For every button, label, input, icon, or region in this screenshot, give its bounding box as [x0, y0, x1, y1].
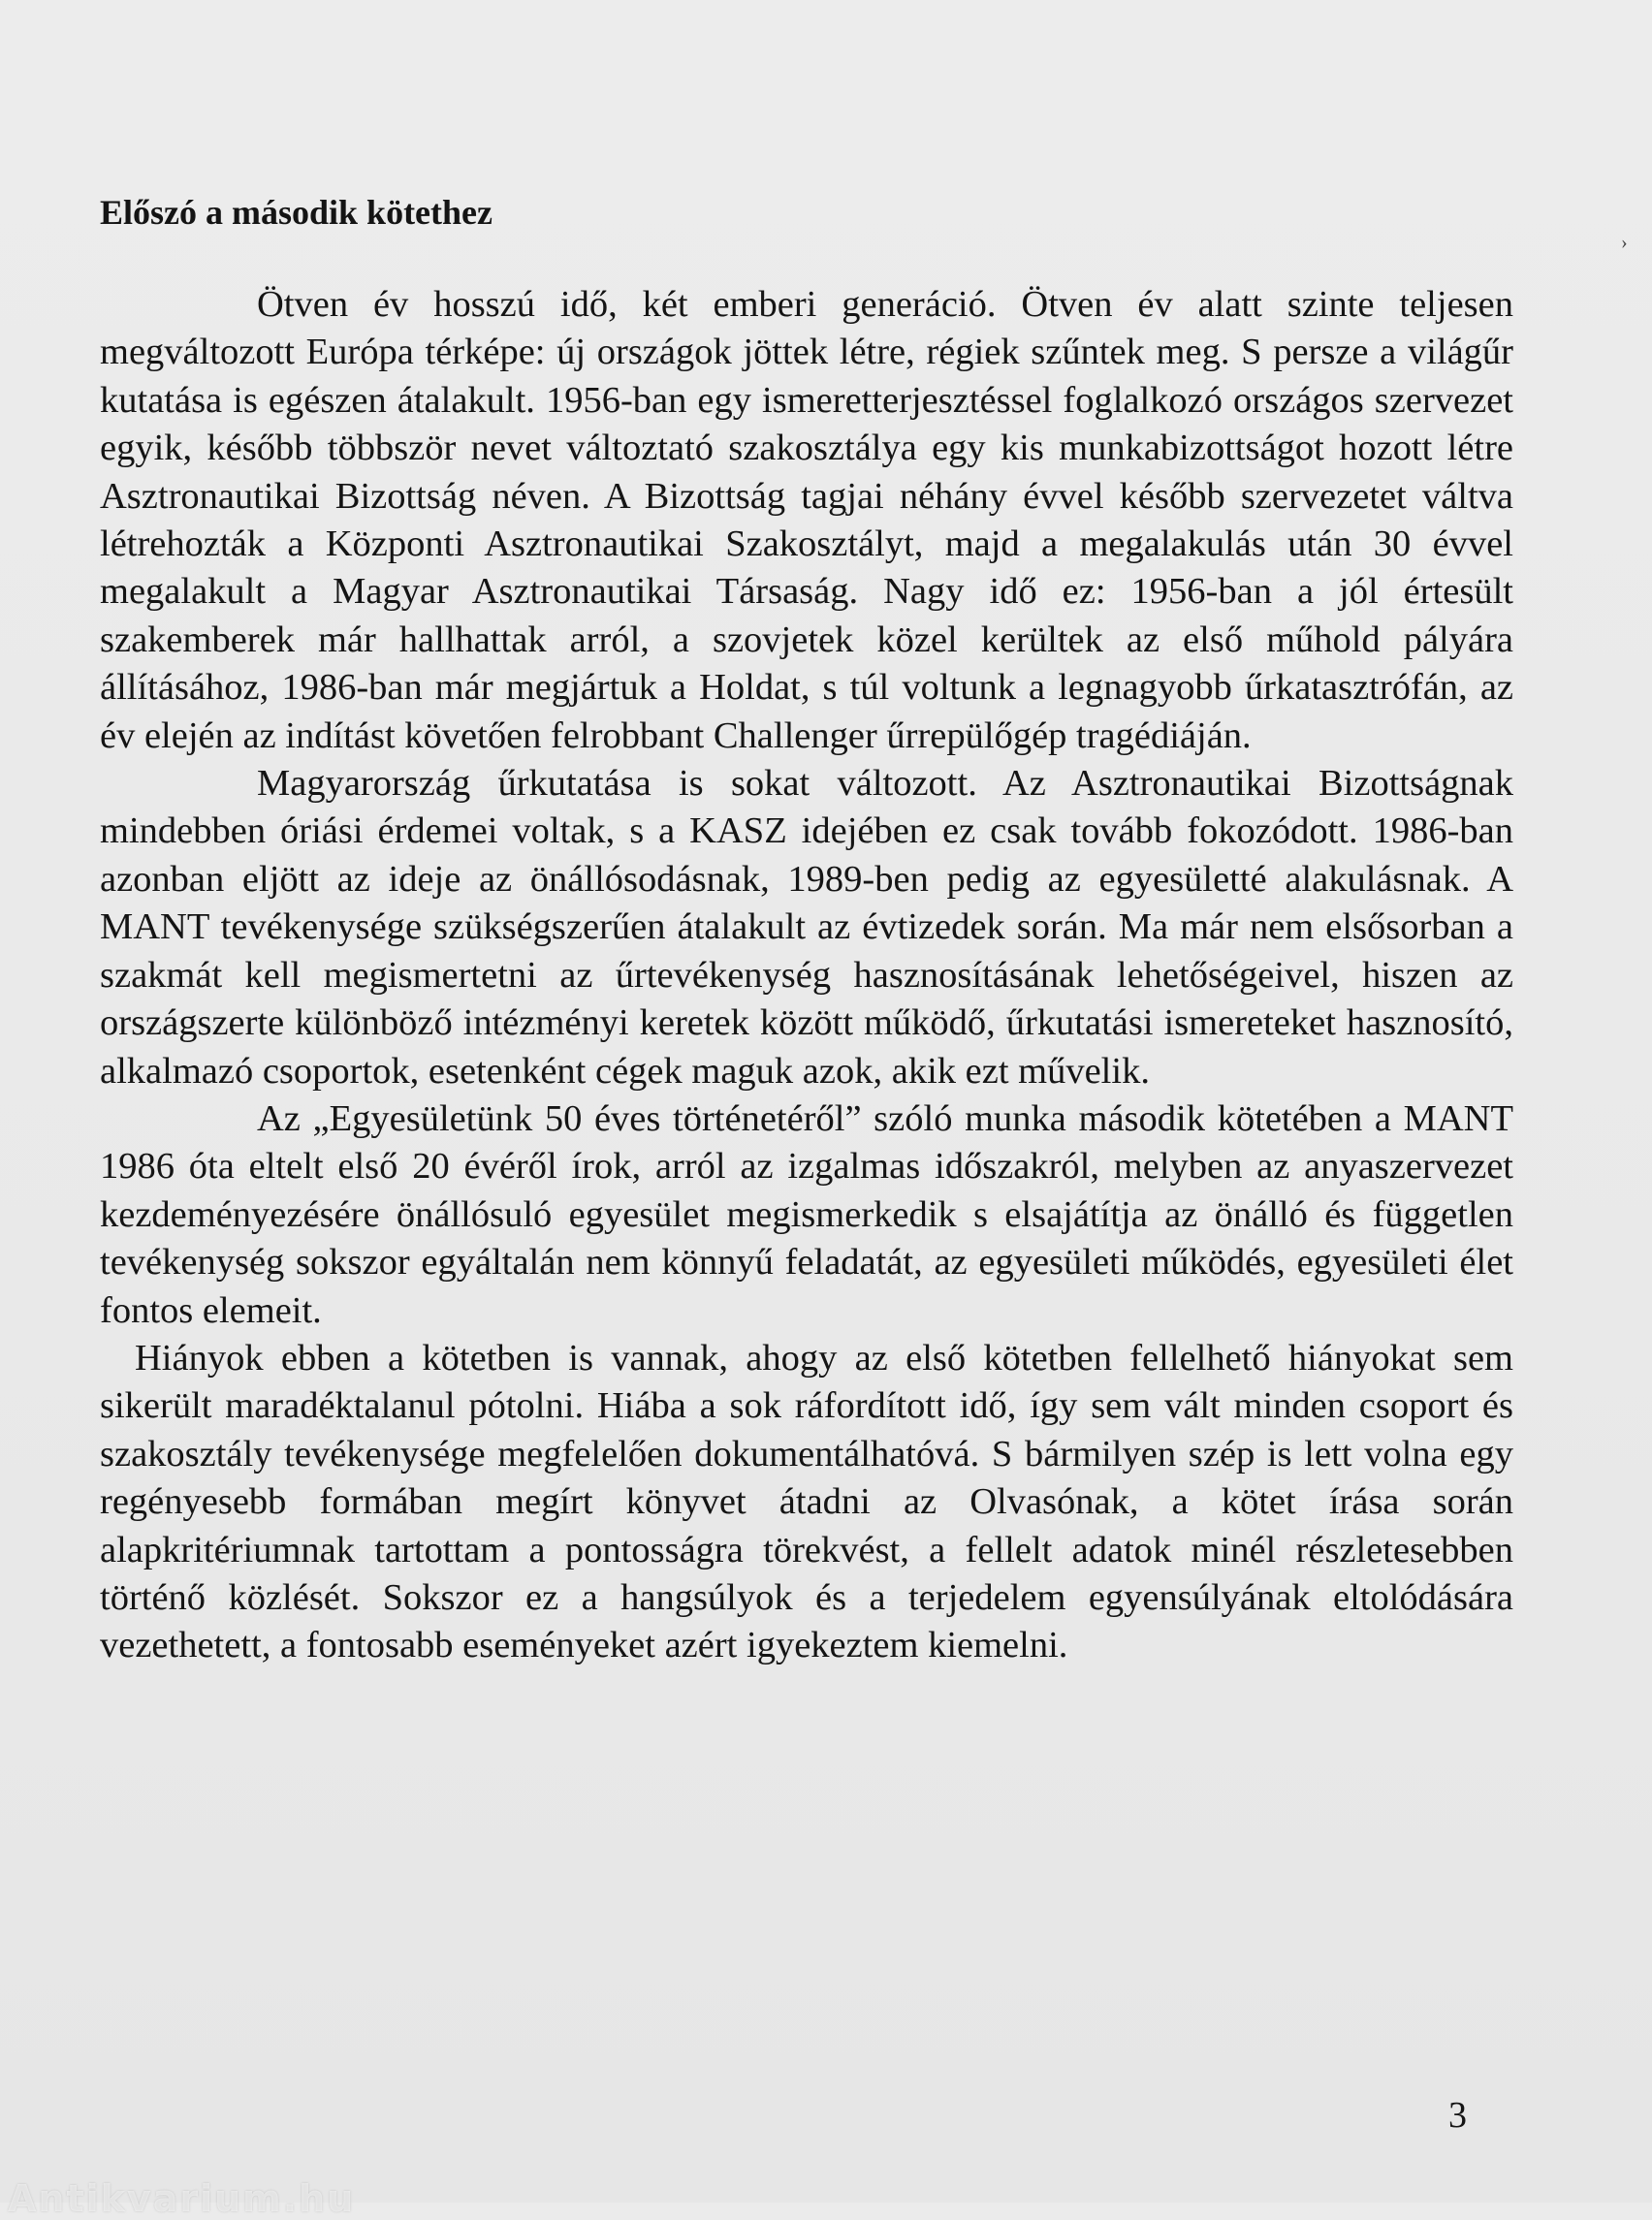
chapter-heading: Előszó a második kötethez — [100, 193, 492, 232]
preface-body — [100, 281, 1513, 1670]
watermark: Antikvarium.hu — [8, 2177, 356, 2220]
paragraph-3: Az „Egyesületünk 50 éves történetéről” szóló munka második kötetében a MANT 1986 óta eltelt első 20 évéről írok, arról az izgalmas időszakról, melyben az anyaszervezet kezdeményezésére önállósuló egyesület megismerkedik s elsajátítja az önálló és független tevékenység sokszor egyáltalán nem könnyű feladatát, az egyesületi működés, egyesületi élet fontos elemeit. — [100, 1097, 1513, 1331]
paragraph-2: Magyarország űrkutatása is sokat változott. Az Asztronautikai Bizottságnak mindebben óriási érdemei voltak, s a KASZ idejében ez csak tovább fokozódott. 1986-ban azonban eljött az ideje az önállósodásnak, 1989-ben pedig az egyesületté alakulásnak. A MANT tevékenysége szükségszerűen átalakult az évtizedek során. Ma már nem elsősorban a szakmát kell megismertetni az űrtevékenység hasznosításának lehetőségeivel, hiszen az országszerte különböző intézményi keretek között működő, űrkutatási ismereteket hasznosító, alkalmazó csoportok, esetenként cégek maguk azok, akik ezt művelik. — [100, 763, 1513, 1092]
paragraph-1: Ötven év hosszú idő, két emberi generáció. Ötven év alatt szinte teljesen megváltozott Európa térképe: új országok jöttek létre, régiek szűntek meg. S persze a világűr kutatása is egészen átalakult. 1956-ban egy ismeretterjesztéssel foglalkozó országos szervezet egyik, később többször nevet változtató szakosztálya egy kis munkabizottságot hozott létre Asztronautikai Bizottság néven. A Bizottság tagjai néhány évvel később szervezetet váltva létrehozták a Központi Asztronautikai Szakosztályt, majd a megalakulás után 30 évvel megalakult a Magyar Asztronautikai Társaság. Nagy idő ez: 1956-ban a jól értesült szakemberek már hallhattak arról, a szovjetek közel kerültek az első műhold pályára állításához, 1986-ban már megjártuk a Holdat, s túl voltunk a legnagyobb űrkatasztrófán, az év elején az indítást követően felrobbant Challenger űrrepülőgép tragédiáján. — [100, 284, 1513, 756]
page-number: 3 — [1448, 2095, 1467, 2136]
margin-mark: › — [1621, 232, 1628, 253]
paragraph-4: Hiányok ebben a kötetben is vannak, ahogy az első kötetben fellelhető hiányokat sem sikerült maradéktalanul pótolni. Hiába a sok ráfordított idő, így sem vált minden csoport és szakosztály tevékenysége megfelelően dokumentálhatóvá. S bármilyen szép is lett volna egy regényesebb formában megírt könyvet átadni az Olvasónak, a kötet írása során alapkritériumnak tartottam a pontosságra törekvést, a fellelt adatok minél részletesebben történő közlését. Sokszor ez a hangsúlyok és a terjedelem egyensúlyának eltolódására vezethetett, a fontosabb eseményeket azért igyekeztem kiemelni. — [100, 1337, 1513, 1666]
